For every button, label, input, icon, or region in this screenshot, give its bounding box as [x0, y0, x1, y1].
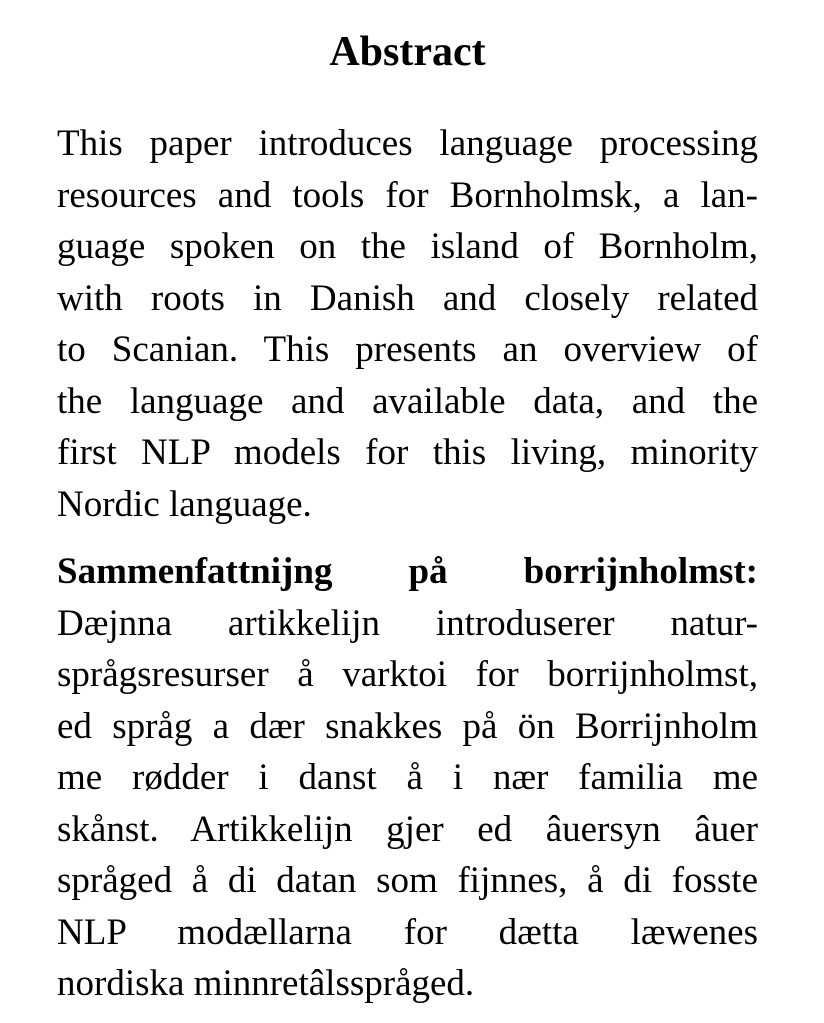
english-line: Nordic language.	[57, 483, 312, 525]
english-line: to Scanian. This presents an overview of	[57, 329, 758, 370]
bornholmsk-line: språgsresurser å varktoi for borrijnholmst,	[57, 654, 758, 695]
bornholmsk-line: ed språg a dær snakkes på ön Borrijnholm	[57, 705, 758, 747]
english-abstract-paragraph	[57, 118, 758, 530]
english-line: guage spoken on the island of Bornholm,	[57, 226, 758, 267]
english-line: This paper introduces language processing	[57, 123, 758, 164]
english-line: with roots in Danish and closely related	[57, 277, 758, 319]
bornholmsk-line: NLP modællarna for dætta læwenes	[57, 911, 758, 953]
bornholmsk-abstract-paragraph	[57, 546, 758, 1010]
bornholmsk-line: me rødder i danst å i nær familia me	[57, 757, 758, 798]
bornholmsk-line: nordiska minnretâlsspråged.	[57, 963, 475, 1004]
english-line: resources and tools for Bornholmsk, a lan-	[57, 174, 758, 216]
bornholmsk-line: språged å di datan som fijnnes, å di fosste	[57, 860, 758, 901]
english-line: first NLP models for this living, minority	[57, 432, 758, 473]
bornholmsk-line: Dæjnna artikkelijn introduserer natur-	[57, 602, 758, 644]
abstract-title: Abstract	[329, 29, 486, 75]
bornholmsk-line: skånst. Artikkelijn gjer ed âuersyn âuer	[57, 808, 758, 850]
abstract-section	[57, 22, 758, 1010]
english-line: the language and available data, and the	[57, 380, 758, 422]
bornholmsk-heading: Sammenfattnijng på borrijnholmst:	[57, 551, 758, 592]
